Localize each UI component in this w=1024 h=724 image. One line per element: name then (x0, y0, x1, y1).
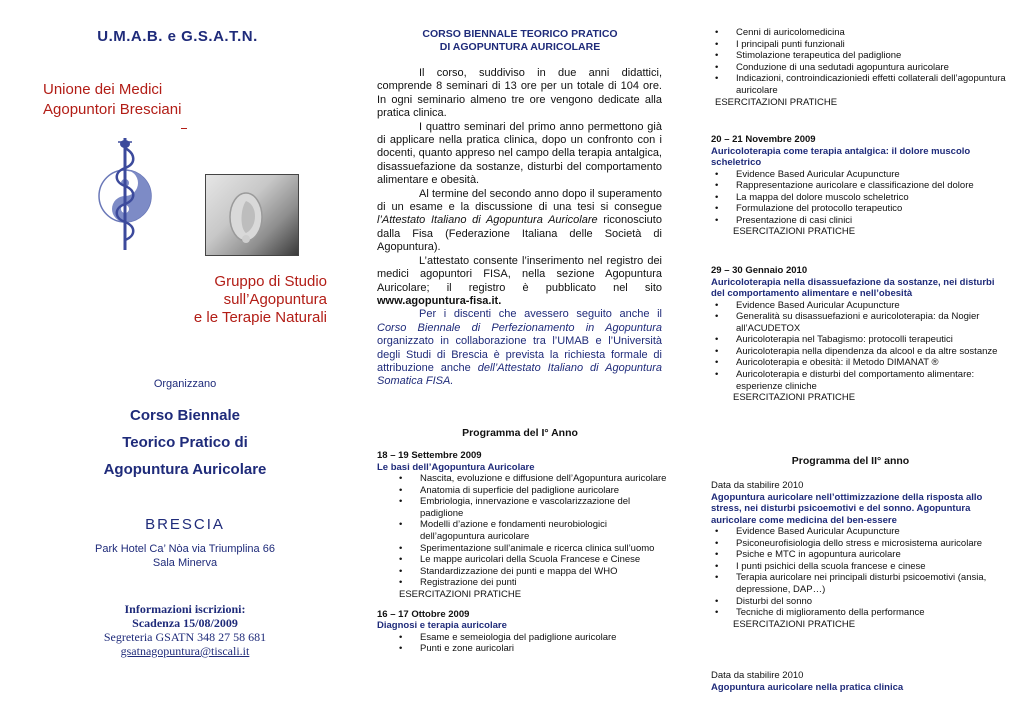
seminar-stress (711, 480, 1006, 630)
course-heading-line-2: DI AGOPUNTURA AURICOLARE (439, 41, 601, 53)
list-item: • Generalità su disassuefazioni e auricoloterapia: da Nogier all’ACUDETOX (693, 311, 1006, 334)
union-line-2: Agopuntori Bresciani (43, 101, 182, 118)
red-dash (181, 128, 187, 129)
group-line-2: sull’Agopuntura (223, 291, 327, 308)
list-item: • Indicazioni, controindicazioniedi effetti collaterali dell’agopuntura auricolare (693, 73, 1008, 96)
list-item: • Auricoloterapia e obesità: il Metodo DIMANAT ® (693, 357, 1006, 369)
list-item: • Tecniche di miglioramento della performance (693, 607, 1006, 619)
info-heading: Informazioni iscrizioni: (124, 602, 246, 616)
list-item: • Auricoloterapia nel Tabagismo: protocolli terapeutici (693, 334, 1006, 346)
study-group-name (0, 273, 327, 327)
seminar-clinical-practice (711, 670, 1006, 693)
october-seminar-continued (693, 27, 1008, 108)
p5-text-b: organizzato in collaborazione tra l’UMAB e l’Università degli Studi di Brescia è prevista la richiesta formale di attribuzione anche (377, 335, 662, 374)
registration-info (0, 602, 370, 658)
p5-course-name: Corso Biennale di Perfezionamento in Agopuntura (377, 321, 662, 334)
list-item: • Registrazione dei punti (377, 577, 667, 589)
union-name (43, 80, 181, 120)
p3-text-a: Al termine del secondo anno dopo il superamento di un esame e la discussione di una tesi si consegue (377, 187, 662, 214)
group-line-1: Gruppo di Studio (214, 273, 327, 290)
seminar-september (377, 450, 667, 601)
seminar-date: Data da stabilire 2010 (711, 670, 804, 681)
p4-text: L’attestato consente l’inserimento nel registro dei medici agopuntori FISA, nella sezione Agopuntura Auricolare; il registro è pubblicato nel sito (377, 254, 662, 294)
seminar-date: 29 – 30 Gennaio 2010 (711, 265, 808, 276)
seminar-october (377, 609, 667, 655)
list-item: • Nascita, evoluzione e diffusione dell’Agopuntura auricolare (377, 473, 667, 485)
seminar-title: Auricoloterapia nella disassuefazione da sostanze, nei disturbi del comportamento alimentare e nell’obesità (711, 276, 995, 299)
program-year-1-heading: Programma del I° Anno (462, 427, 578, 439)
intro-paragraph-3 (377, 188, 662, 255)
seminar-title: Le basi dell’Agopuntura Auricolare (377, 461, 535, 473)
list-item: • Anatomia di superficie del padiglione auricolare (377, 485, 667, 497)
list-item: • Psiche e MTC in agopuntura auricolare (693, 549, 1006, 561)
course-line-1: Corso Biennale (129, 407, 241, 424)
list-item: • Evidence Based Auricular Acupuncture (693, 526, 1006, 538)
list-item: • Stimolazione terapeutica del padiglione (693, 50, 1008, 62)
intro-paragraph-4 (377, 255, 662, 309)
ear-photo (205, 174, 299, 256)
topic-list (693, 27, 1008, 97)
union-line-1: Unione dei Medici (43, 81, 163, 98)
course-description-panel (360, 0, 680, 724)
course-heading-line-1: CORSO BIENNALE TEORICO PRATICO (422, 28, 618, 40)
seminar-title: Diagnosi e terapia auricolare (377, 620, 507, 632)
p5-text-a: Per i discenti che avessero seguito anche il (419, 308, 662, 321)
list-item: • Embriologia, innervazione e vascolarizzazione del padiglione (377, 496, 667, 519)
list-item: • Punti e zone auricolari (377, 643, 667, 655)
seminar-title: Agopuntura auricolare nell’ottimizzazione della risposta allo stress, nei disturbi psicoemotivi e del sonno. Agopuntura auricolare come medicina del ben-essere (711, 491, 983, 526)
practice-label: ESERCITAZIONI PRATICHE (733, 392, 856, 404)
fisa-website-link[interactable]: www.agopuntura-fisa.it. (377, 294, 502, 307)
cover-panel (0, 0, 355, 724)
list-item: • Formulazione del protocollo terapeutico (693, 203, 1006, 215)
list-item: • Auricoloterapia e disturbi del comportamento alimentare: esperienze cliniche (693, 369, 1006, 392)
course-line-2: Teorico Pratico di (122, 434, 248, 451)
venue-address: Park Hotel Ca’ Nòa via Triumplina 66 (95, 543, 275, 555)
city: BRESCIA (145, 516, 225, 533)
topic-list (377, 473, 667, 589)
info-secretary: Segreteria GSATN 348 27 58 681 (103, 630, 267, 644)
seminar-november (711, 134, 1006, 238)
practice-label: ESERCITAZIONI PRATICHE (399, 588, 522, 600)
list-item: • Modelli d’azione e fondamenti neurobiologici dell’agopuntura auricolare (377, 519, 667, 542)
practice-label: ESERCITAZIONI PRATICHE (715, 96, 838, 108)
p5-attestato: dell’Attestato Italiano di Agopuntura Somatica FISA. (377, 361, 663, 388)
list-item: • Presentazione di casi clinici (693, 215, 1006, 227)
p3-text-b: riconosciuto dalla Fisa (Federazione Italiana delle Società di Agopuntura). (377, 214, 662, 254)
course-heading (360, 28, 680, 54)
seminar-date: 18 – 19 Settembre 2009 (377, 450, 482, 461)
list-item: • Auricoloterapia nella dipendenza da alcool e da altre sostanze (693, 346, 1006, 358)
info-deadline: Scadenza 15/08/2009 (132, 616, 238, 630)
list-item: • Sperimentazione sull’animale e ricerca clinica sull’uomo (377, 543, 667, 555)
list-item: • I punti psichici della scuola francese e cinese (693, 561, 1006, 573)
organizers-title: U.M.A.B. e G.S.A.T.N. (97, 28, 258, 45)
list-item: • Disturbi del sonno (693, 596, 1006, 608)
seminar-date: 16 – 17 Ottobre 2009 (377, 608, 470, 620)
seminar-date: Data da stabilire 2010 (711, 480, 804, 491)
course-line-3: Agopuntura Auricolare (103, 461, 267, 478)
list-item: • Esame e semeiologia del padiglione auricolare (377, 632, 667, 644)
topic-list (693, 300, 1006, 393)
topic-list (693, 526, 1006, 619)
venue (0, 542, 370, 570)
list-item: • Cenni di auricolomedicina (693, 27, 1008, 39)
list-item: • I principali punti funzionali (693, 39, 1008, 51)
list-item: • Rappresentazione auricolare e classificazione del dolore (693, 180, 1006, 192)
venue-room: Sala Minerva (152, 557, 218, 569)
list-item: • La mappa del dolore muscolo scheletrico (693, 192, 1006, 204)
program-year-2-heading: Programma del II° anno (791, 455, 910, 467)
intro-paragraph-1: Il corso, suddiviso in due anni didattici, comprende 8 seminari di 13 ore per un totale di 104 ore. In ogni seminario almeno tre ore vengono dedicate alla pratica clinica. (377, 67, 662, 120)
intro-paragraph-5 (377, 308, 662, 388)
list-item: • Conduzione di una sedutadi agopuntura auricolare (693, 62, 1008, 74)
group-line-3: e le Terapie Naturali (193, 309, 327, 326)
info-email-link[interactable]: gsatnagopuntura@tiscali.it (120, 644, 250, 658)
list-item: • Evidence Based Auricular Acupuncture (693, 300, 1006, 312)
topic-list (693, 169, 1006, 227)
list-item: • Psiconeurofisiologia dello stress e microsistema auricolare (693, 538, 1006, 550)
list-item: • Evidence Based Auricular Acupuncture (693, 169, 1006, 181)
program-year-1 (377, 450, 667, 663)
seminar-january (711, 265, 1006, 404)
course-name (0, 402, 370, 483)
caduceus-yinyang-logo (98, 134, 153, 252)
course-intro (377, 67, 662, 389)
list-item: • Le mappe auricolari della Scuola Francese e Cinese (377, 554, 667, 566)
organizers-label: Organizzano (153, 378, 217, 390)
topic-list (377, 632, 667, 655)
seminar-title: Agopuntura auricolare nella pratica clinica (711, 681, 904, 693)
list-item: • Terapia auricolare nei principali disturbi psicoemotivi (ansia, depressione, DAP…) (693, 572, 1006, 595)
practice-label: ESERCITAZIONI PRATICHE (733, 618, 856, 630)
seminar-date: 20 – 21 Novembre 2009 (711, 134, 816, 145)
program-panel (693, 0, 1008, 724)
intro-paragraph-2: I quattro seminari del primo anno permettono già di applicare nella pratica clinica, dopo un confronto con i docenti, quanto appreso nel campo della terapia antalgica, disassuefazione da sostanze, disturbi del comportamento alimentare e obesità. (377, 120, 662, 187)
list-item: • Standardizzazione dei punti e mappa del WHO (377, 566, 667, 578)
seminar-title: Auricoloterapia come terapia antalgica: il dolore muscolo scheletrico (711, 145, 971, 168)
practice-label: ESERCITAZIONI PRATICHE (733, 226, 856, 238)
p3-attestato: l’Attestato Italiano di Agopuntura Auricolare (377, 214, 598, 227)
